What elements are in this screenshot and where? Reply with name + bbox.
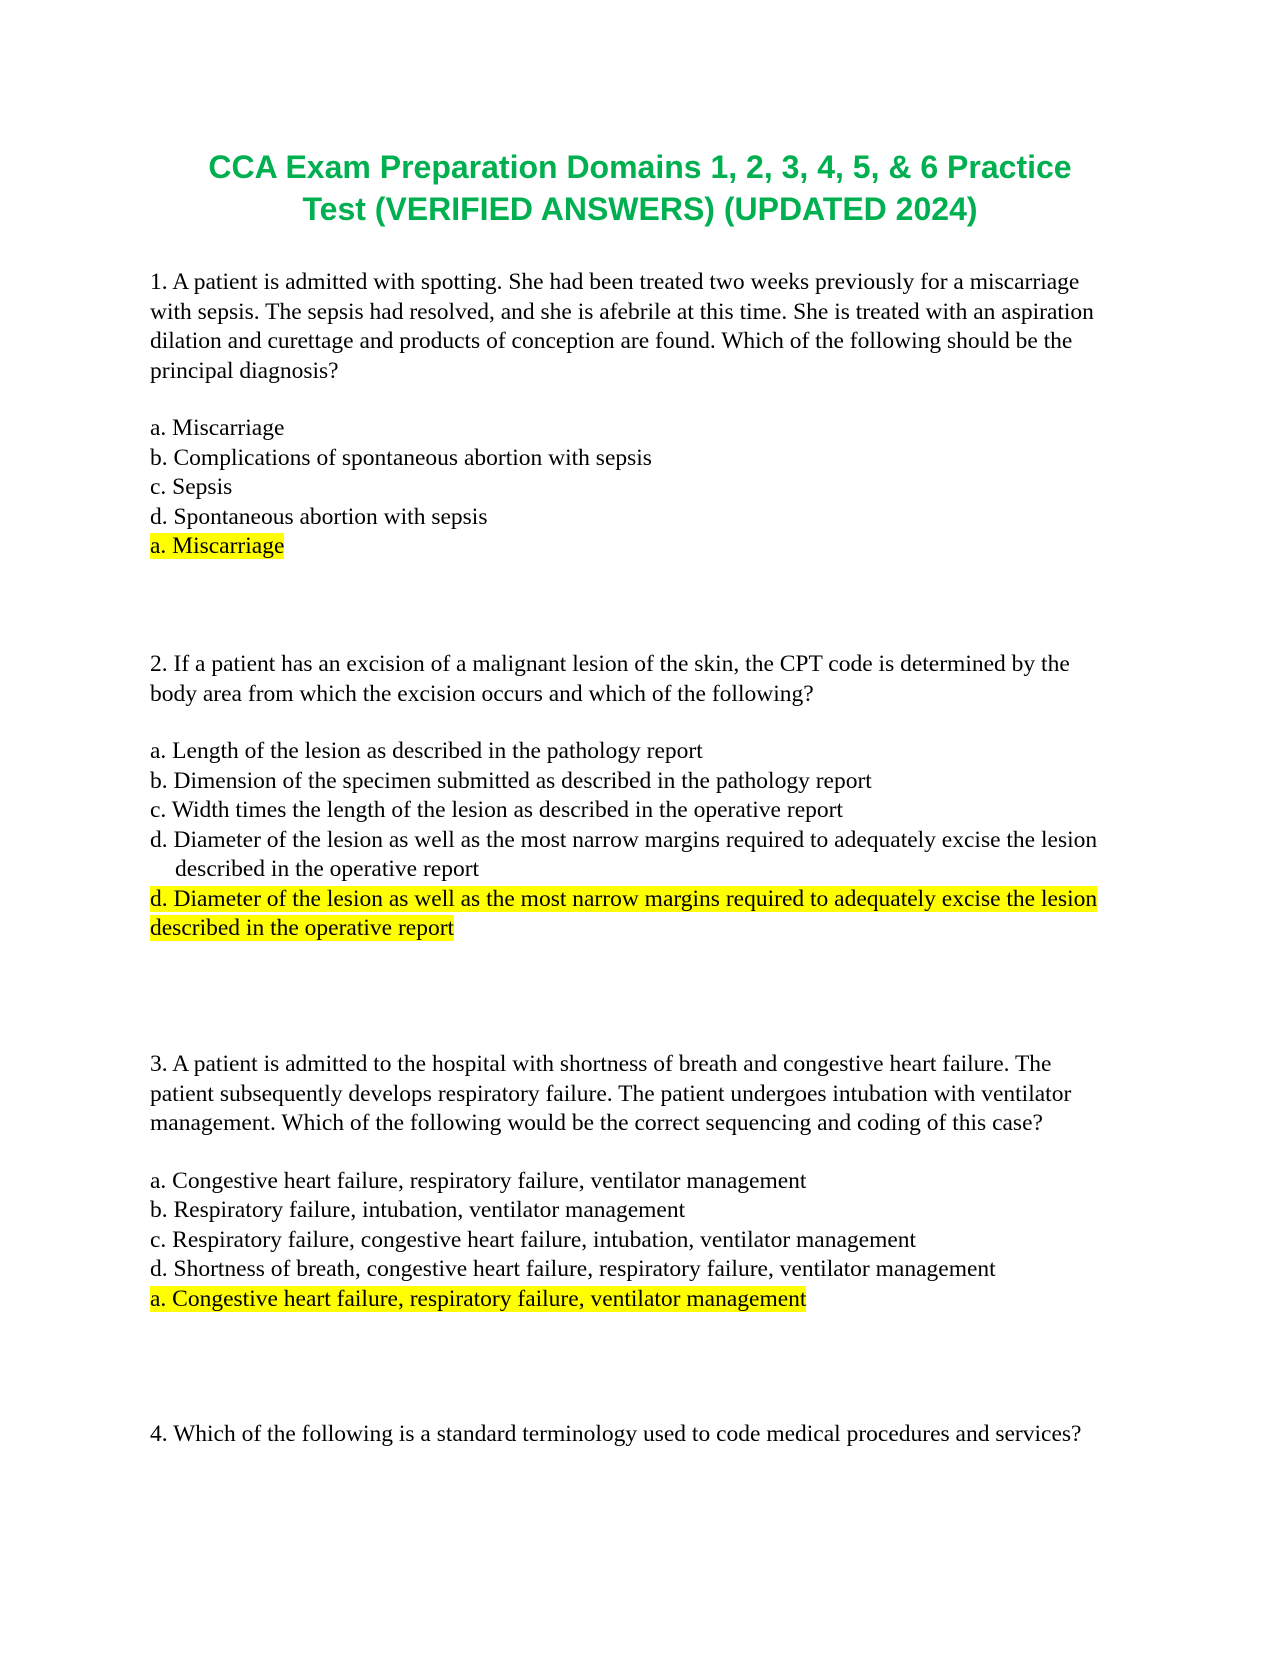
option-d: d. Shortness of breath, congestive heart failure, respiratory failure, ventilator management	[150, 1256, 996, 1282]
option-a: a. Congestive heart failure, respiratory failure, ventilator management	[150, 1167, 807, 1194]
answer-line	[150, 1285, 1110, 1315]
option-a: a. Length of the lesion as described in the pathology report	[150, 738, 703, 764]
question-1	[150, 268, 1110, 562]
option-b: b. Respiratory failure, intubation, ventilator management	[150, 1197, 686, 1223]
highlighted-answer: a. Miscarriage	[150, 533, 285, 559]
option-a: a. Miscarriage	[150, 415, 285, 441]
answer-line	[150, 532, 1110, 562]
option-b: b. Dimension of the specimen submitted as described in the pathology report	[150, 767, 872, 794]
question-4	[150, 1420, 1110, 1450]
question-text: 1. A patient is admitted with spotting. She had been treated two weeks previously for a miscarriage with sepsis. The sepsis had resolved, and she is afebrile at this time. She is treated with an aspiration dilation and curettage and products of conception are found. Which of the following should be the principal diagnosis?	[150, 269, 1094, 384]
question-text: 2. If a patient has an excision of a malignant lesion of the skin, the CPT code is determined by the body area from which the excision occurs and which of the following?	[150, 651, 1070, 707]
question-text: 4. Which of the following is a standard terminology used to code medical procedures and services?	[150, 1421, 1082, 1447]
question-2	[150, 650, 1110, 944]
option-list	[150, 1167, 1110, 1285]
highlighted-answer: a. Congestive heart failure, respiratory failure, ventilator management	[150, 1285, 807, 1312]
option-d: d. Diameter of the lesion as well as the most narrow margins required to adequately excise the lesion described in the operative report	[150, 826, 1098, 882]
document-title	[0, 146, 1280, 230]
option-list	[150, 414, 1110, 532]
question-3	[150, 1050, 1110, 1314]
highlighted-answer: d. Diameter of the lesion as well as the most narrow margins required to adequately excise the lesion described in the operative report	[150, 885, 1098, 941]
answer-line	[150, 885, 1110, 944]
option-b: b. Complications of spontaneous abortion with sepsis	[150, 444, 652, 471]
title-line-1: CCA Exam Preparation Domains 1, 2, 3, 4, 5, & 6 Practice	[208, 149, 1072, 185]
option-c: c. Width times the length of the lesion as described in the operative report	[150, 797, 843, 823]
question-text: 3. A patient is admitted to the hospital with shortness of breath and congestive heart failure. The patient subsequently develops respiratory failure. The patient undergoes intubation with ventilator management. Which of the following would be the correct sequencing and coding of this case?	[150, 1051, 1072, 1136]
option-c: c. Respiratory failure, congestive heart failure, intubation, ventilator management	[150, 1226, 917, 1253]
option-list	[150, 737, 1110, 885]
option-d: d. Spontaneous abortion with sepsis	[150, 503, 488, 530]
option-c: c. Sepsis	[150, 474, 233, 500]
title-line-2: Test (VERIFIED ANSWERS) (UPDATED 2024)	[302, 191, 978, 227]
